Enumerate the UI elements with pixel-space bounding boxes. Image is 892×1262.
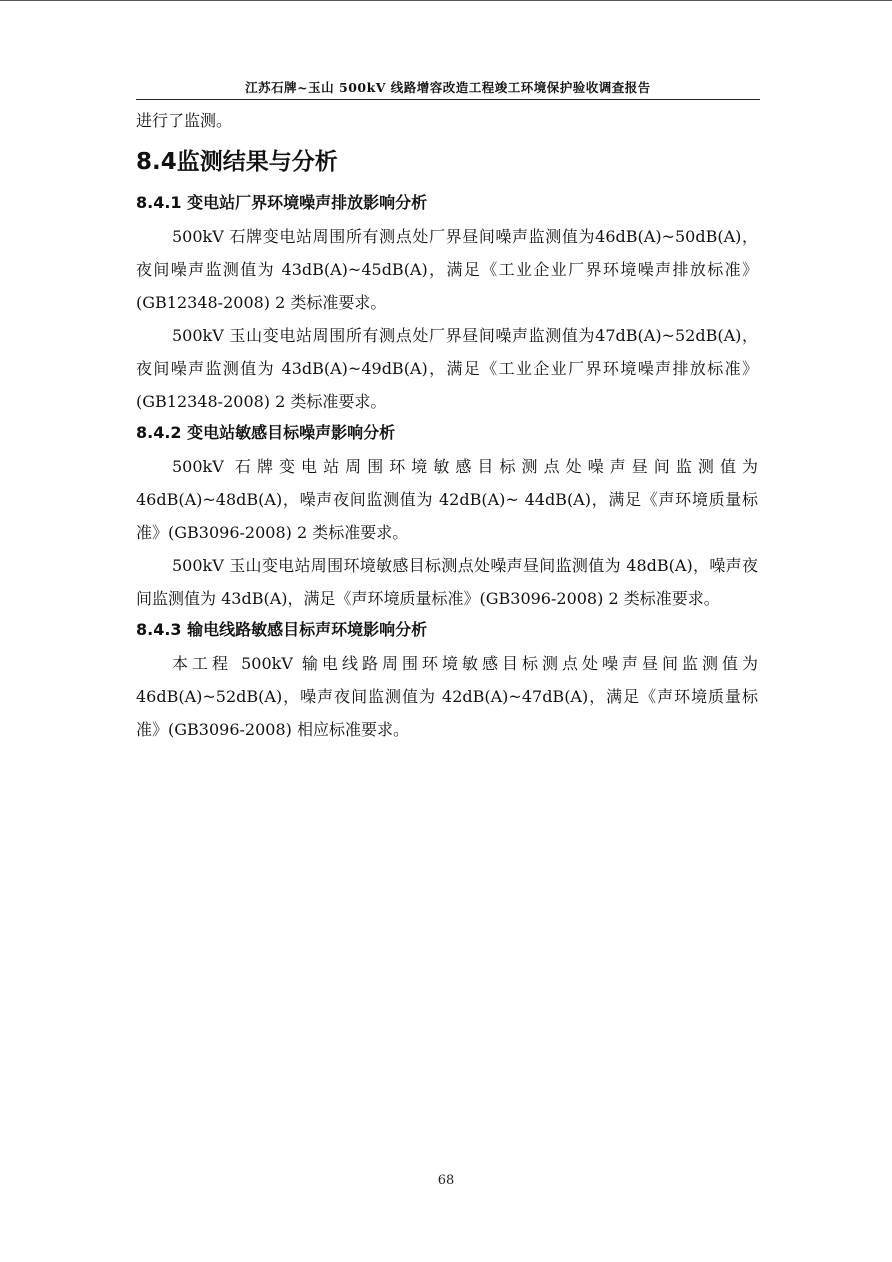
page-top-border	[0, 0, 892, 1]
subsection-title-8-4-3: 8.4.3 输电线路敏感目标声环境影响分析	[136, 620, 428, 639]
subsection-title-8-4-1: 8.4.1 变电站厂界环境噪声排放影响分析	[136, 193, 428, 212]
subsection-title-8-4-2: 8.4.2 变电站敏感目标噪声影响分析	[136, 423, 396, 442]
document-body	[136, 108, 758, 746]
page-header-title: 江苏石牌~玉山 500kV 线路增容改造工程竣工环境保护验收调查报告	[245, 80, 651, 95]
paragraph: 500kV 石牌变电站周围所有测点处厂界昼间噪声监测值为46dB(A)~50dB(A)，夜间噪声监测值为 43dB(A)~45dB(A)，满足《工业企业厂界环境噪声排放标准》(GB12348-2008) 2 类标准要求。	[136, 227, 758, 312]
paragraph: 500kV 玉山变电站周围所有测点处厂界昼间噪声监测值为47dB(A)~52dB(A)，夜间噪声监测值为 43dB(A)~49dB(A)，满足《工业企业厂界环境噪声排放标准》(GB12348-2008) 2 类标准要求。	[136, 326, 758, 411]
header-divider	[136, 99, 760, 100]
page-number: 68	[437, 1173, 455, 1188]
continuation-text: 进行了监测。	[136, 111, 233, 130]
paragraph: 500kV 石牌变电站周围环境敏感目标测点处噪声昼间监测值为 46dB(A)~48dB(A)，噪声夜间监测值为 42dB(A)~ 44dB(A)，满足《声环境质量标准》(GB3096-2008) 2 类标准要求。	[136, 457, 758, 542]
section-title: 8.4监测结果与分析	[136, 149, 338, 175]
paragraph: 500kV 玉山变电站周围环境敏感目标测点处噪声昼间监测值为 48dB(A)，噪声夜间监测值为 43dB(A)，满足《声环境质量标准》(GB3096-2008) 2 类标准要求。	[136, 556, 758, 608]
paragraph: 本工程 500kV 输电线路周围环境敏感目标测点处噪声昼间监测值为46dB(A)~52dB(A)，噪声夜间监测值为 42dB(A)~47dB(A)，满足《声环境质量标准》(GB3096-2008) 相应标准要求。	[136, 654, 758, 739]
